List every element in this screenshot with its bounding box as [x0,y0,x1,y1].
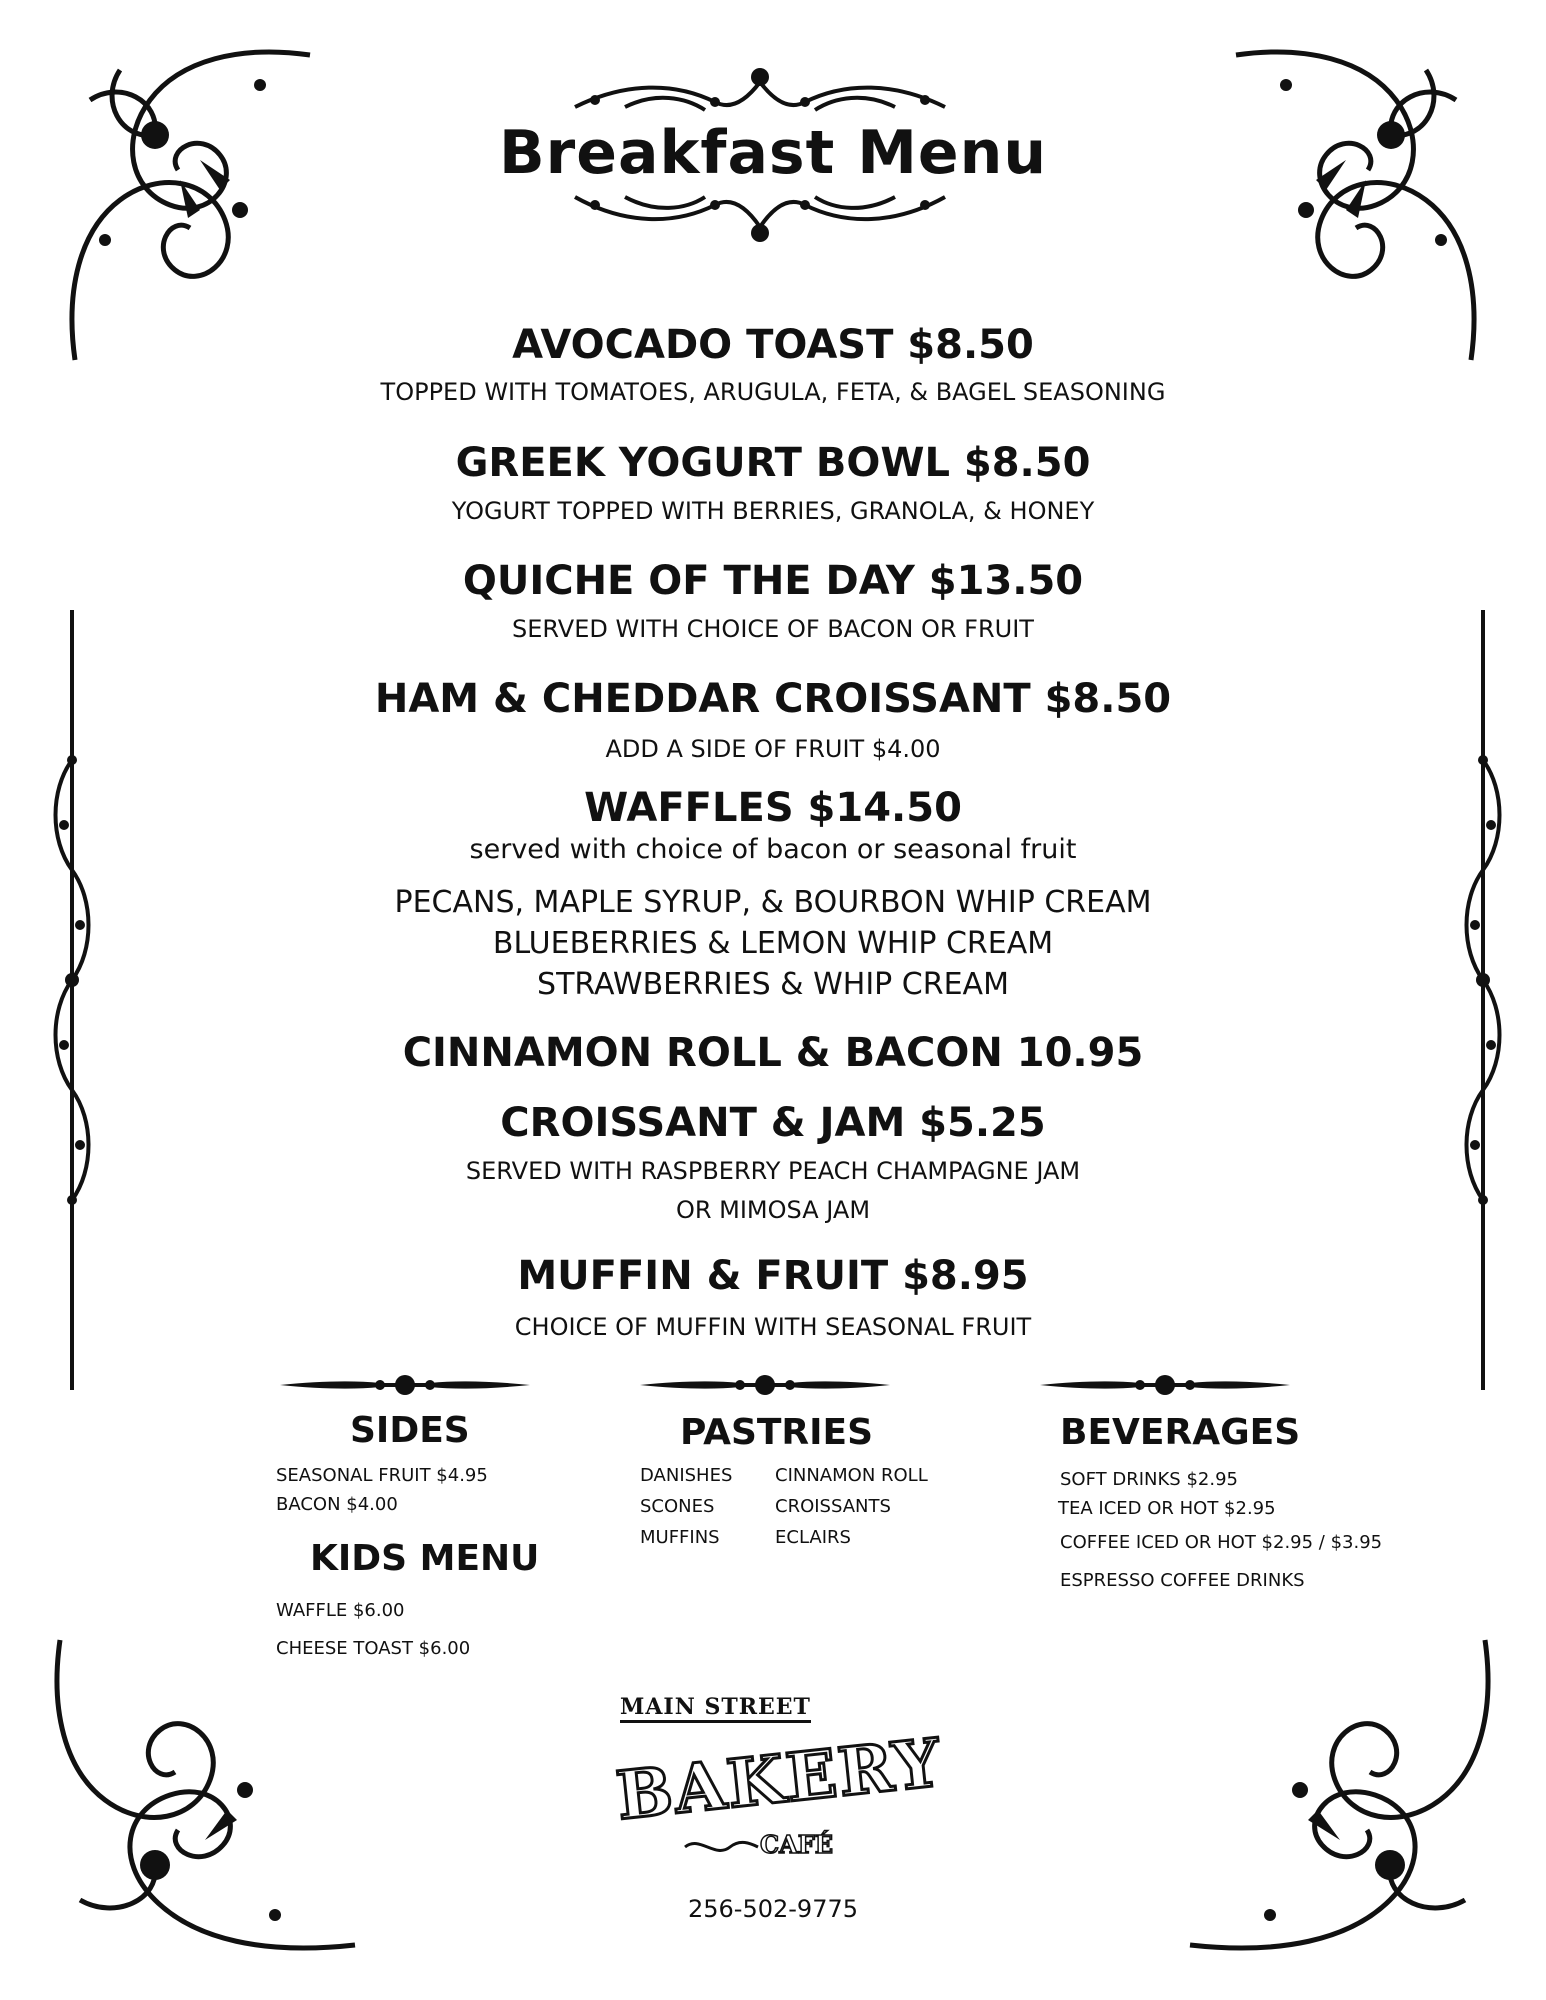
corner-ornament-top-left [60,40,320,370]
kids-menu-title: KIDS MENU [310,1538,540,1579]
kids-menu-item: WAFFLE $6.00 [276,1600,405,1621]
pastries-title: PASTRIES [680,1412,874,1453]
sides-item: BACON $4.00 [276,1494,398,1515]
item-desc-croissant-jam-2: OR MIMOSA JAM [675,1196,871,1224]
item-desc-waffles: served with choice of bacon or seasonal fruit [469,834,1077,865]
waffle-option: PECANS, MAPLE SYRUP, & BOURBON WHIP CREAM [394,885,1152,920]
beverages-title: BEVERAGES [1060,1412,1301,1453]
item-desc-ham-cheddar: ADD A SIDE OF FRUIT $4.00 [605,735,941,763]
page-title: Breakfast Menu [498,118,1048,188]
item-title-quiche: QUICHE OF THE DAY $13.50 [462,558,1084,604]
item-title-avocado-toast: AVOCADO TOAST $8.50 [512,322,1034,368]
waffle-option: STRAWBERRIES & WHIP CREAM [537,967,1009,1002]
title-flourish-bottom [565,185,955,247]
item-desc-quiche: SERVED WITH CHOICE OF BACON OR FRUIT [512,615,1034,643]
pastries-item: ECLAIRS [775,1527,851,1548]
logo-main-text: BAKERY [612,1723,946,1835]
logo-top-text: MAIN STREET [620,1694,811,1723]
item-desc-croissant-jam: SERVED WITH RASPBERRY PEACH CHAMPAGNE JAM [465,1157,1081,1185]
divider-ornament [640,1372,890,1398]
pastries-item: CROISSANTS [775,1496,891,1517]
pastries-item: DANISHES [640,1465,733,1486]
beverages-item: ESPRESSO COFFEE DRINKS [1060,1570,1305,1591]
title-flourish-top [565,62,955,120]
beverages-item: SOFT DRINKS $2.95 [1060,1469,1238,1490]
logo-flourish [680,1835,760,1859]
pastries-item: CINNAMON ROLL [775,1465,928,1486]
kids-menu-item: CHEESE TOAST $6.00 [276,1638,471,1659]
phone-number: 256-502-9775 [687,1895,858,1923]
logo-sub-text: CAFÉ [760,1830,834,1859]
beverages-item: COFFEE ICED OR HOT $2.95 / $3.95 [1060,1532,1383,1553]
item-title-cinnamon-roll: CINNAMON ROLL & BACON 10.95 [402,1030,1144,1076]
item-desc-avocado-toast: TOPPED WITH TOMATOES, ARUGULA, FETA, & BAGEL SEASONING [380,378,1166,406]
waffle-option: BLUEBERRIES & LEMON WHIP CREAM [492,926,1054,961]
item-title-waffles: WAFFLES $14.50 [584,785,962,831]
item-title-ham-cheddar: HAM & CHEDDAR CROISSANT $8.50 [374,676,1172,722]
pastries-item: SCONES [640,1496,715,1517]
bakery-logo [610,1690,946,1880]
divider-ornament [280,1372,530,1398]
divider-ornament [1040,1372,1290,1398]
item-desc-greek-yogurt: YOGURT TOPPED WITH BERRIES, GRANOLA, & HONEY [451,497,1095,525]
sides-title: SIDES [350,1410,470,1451]
item-title-greek-yogurt: GREEK YOGURT BOWL $8.50 [455,440,1091,486]
corner-ornament-top-right [1226,40,1486,370]
beverages-item: TEA ICED OR HOT $2.95 [1058,1498,1276,1519]
sides-item: SEASONAL FRUIT $4.95 [276,1465,488,1486]
item-desc-muffin-fruit: CHOICE OF MUFFIN WITH SEASONAL FRUIT [514,1313,1032,1341]
item-title-croissant-jam: CROISSANT & JAM $5.25 [500,1100,1046,1146]
pastries-item: MUFFINS [640,1527,720,1548]
item-title-muffin-fruit: MUFFIN & FRUIT $8.95 [517,1253,1029,1299]
